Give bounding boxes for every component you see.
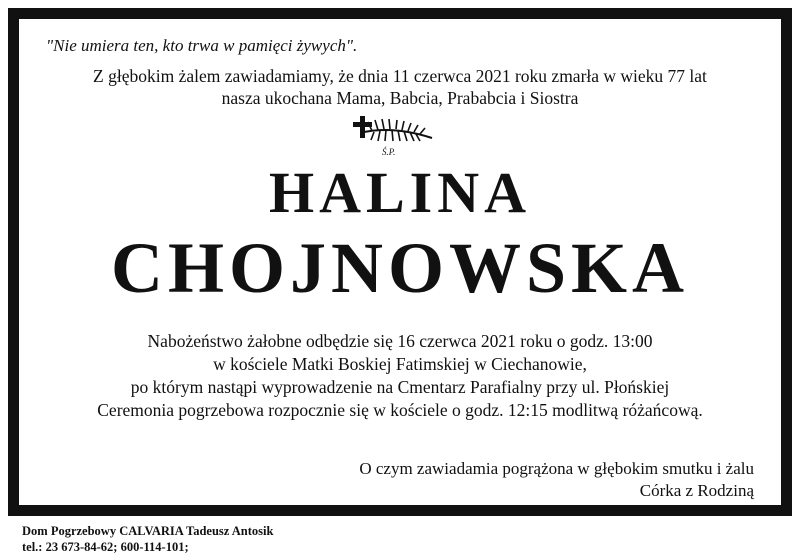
announcement-line-2: nasza ukochana Mama, Babcia, Prababcia i Siostra bbox=[221, 88, 579, 108]
closing-signature: Córka z Rodziną bbox=[639, 481, 754, 500]
announcement-line-1: Z głębokim żalem zawiadamiamy, że dnia 11 czerwca 2021 roku zmarła w wieku 77 lat bbox=[93, 66, 707, 86]
emblem-label: Ś.P. bbox=[382, 147, 396, 157]
funeral-home-phone: tel.: 23 673-84-62; 600-114-101; bbox=[22, 540, 189, 554]
service-line-1: Nabożeństwo żałobne odbędzie się 16 czerwca 2021 roku o godz. 13:00 bbox=[147, 331, 653, 351]
service-line-4: Ceremonia pogrzebowa rozpocznie się w kościele o godz. 12:15 modlitwą różańcową. bbox=[97, 400, 703, 420]
cross-with-palm-branch-icon bbox=[340, 110, 440, 160]
funeral-home-name: Dom Pogrzebowy CALVARIA Tadeusz Antosik bbox=[22, 524, 274, 538]
service-line-2: w kościele Matki Boskiej Fatimskiej w Ciechanowie, bbox=[213, 354, 587, 374]
deceased-first-name: HALINA bbox=[268, 160, 532, 225]
motto-quote: "Nie umiera ten, kto trwa w pamięci żywych". bbox=[46, 36, 358, 55]
closing-line-1: O czym zawiadamia pogrążona w głębokim smutku i żalu bbox=[359, 459, 754, 478]
service-line-3: po którym nastąpi wyprowadzenie na Cmentarz Parafialny przy ul. Płońskiej bbox=[130, 377, 670, 397]
deceased-last-name: CHOJNOWSKA bbox=[110, 228, 690, 308]
